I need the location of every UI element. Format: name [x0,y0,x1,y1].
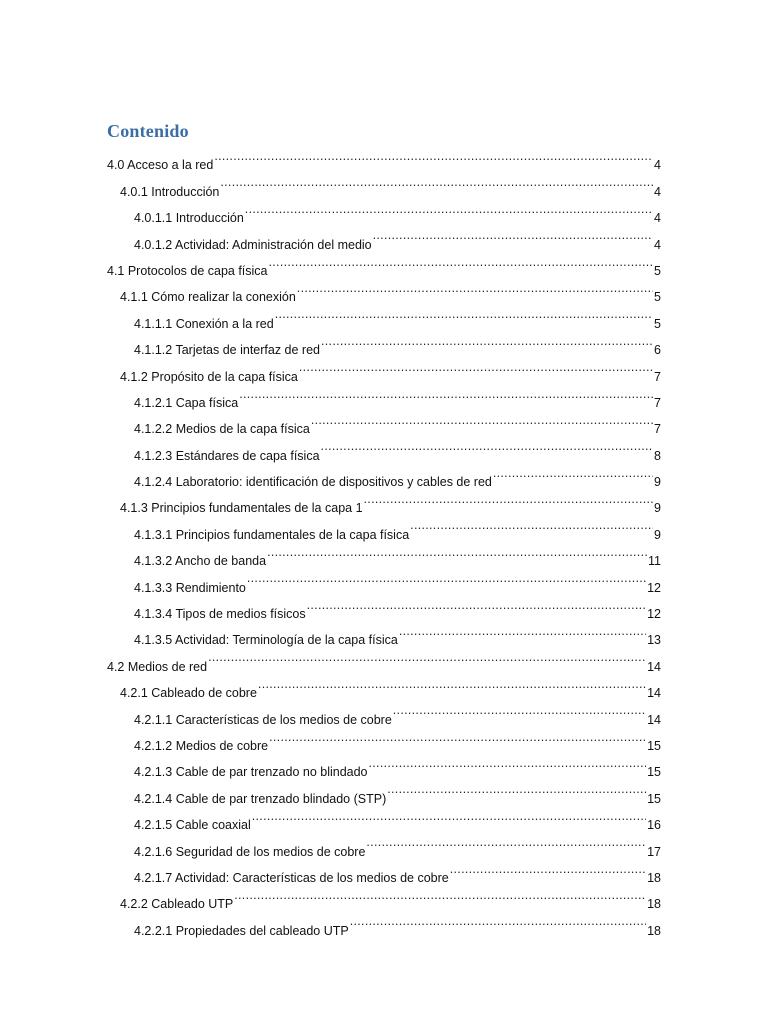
table-of-contents [0,143,768,938]
toc-page-number: 15 [647,765,661,780]
toc-dot-leader [350,908,646,934]
toc-page-number: 5 [654,263,661,278]
toc-page-number: 9 [654,475,661,490]
toc-dot-leader [307,592,646,618]
toc-entry[interactable] [0,829,661,859]
toc-page-number: 5 [654,290,661,305]
toc-dot-leader [369,750,647,776]
toc-dot-leader [247,565,646,591]
toc-entry-title: 4.0 Acceso a la red [107,158,214,173]
toc-dot-leader [239,381,653,407]
toc-dot-leader [410,512,653,538]
toc-entry[interactable] [0,249,661,278]
toc-entry-title: 4.2.1.5 Cable coaxial [134,818,251,833]
toc-page-number: 15 [647,791,661,806]
toc-entry[interactable] [0,328,661,358]
toc-entry[interactable] [0,143,661,173]
toc-entry[interactable] [0,750,661,780]
toc-entry-title: 4.2.1.2 Medios de cobre [134,738,269,753]
toc-entry[interactable] [0,539,661,569]
toc-page-number: 11 [648,554,661,569]
toc-page-number: 15 [647,738,661,753]
toc-entry-title: 4.1.3.3 Rendimiento [134,580,246,595]
toc-entry-title: 4.1.3 Principios fundamentales de la capa 1 [120,501,363,516]
toc-entry-title: 4.1.1.1 Conexión a la red [134,316,274,331]
toc-page-number: 13 [647,633,661,648]
toc-dot-leader [321,328,653,354]
toc-entry-title: 4.2.1.4 Cable de par trenzado blindado (STP) [134,791,387,806]
toc-page-number: 12 [647,580,661,595]
toc-dot-leader [258,671,646,697]
toc-dot-leader [366,829,646,855]
toc-entry-title: 4.2 Medios de red [107,659,208,674]
toc-entry[interactable] [0,882,661,912]
toc-entry[interactable] [0,222,661,252]
toc-dot-leader [364,486,654,512]
toc-entry[interactable] [0,618,661,648]
toc-entry-title: 4.1.3.5 Actividad: Terminología de la capa física [134,633,398,648]
toc-entry[interactable] [0,724,661,753]
toc-entry-title: 4.1.2.3 Estándares de capa física [134,448,320,463]
toc-entry-title: 4.2.1.7 Actividad: Características de los medios de cobre [134,870,449,885]
toc-page-number: 5 [654,316,661,331]
toc-dot-leader [493,460,653,486]
toc-dot-leader [297,275,653,301]
toc-entry[interactable] [0,803,661,833]
toc-page-number: 7 [654,369,661,384]
toc-entry-title: 4.0.1.2 Actividad: Administración del medio [134,237,372,252]
toc-page-number: 4 [654,158,661,173]
toc-page-number: 18 [647,870,661,885]
toc-dot-leader [387,776,646,802]
toc-entry-title: 4.2.1 Cableado de cobre [120,686,257,701]
toc-dot-leader [269,249,654,275]
toc-entry[interactable] [0,644,661,674]
toc-page-number: 14 [647,686,661,701]
toc-page-number: 7 [654,395,661,410]
toc-dot-leader [373,222,653,248]
toc-entry-title: 4.1.2.1 Capa física [134,395,239,410]
toc-dot-leader [252,803,646,829]
toc-entry[interactable] [0,908,661,938]
toc-dot-leader [311,407,653,433]
toc-dot-leader [450,856,646,882]
toc-dot-leader [208,644,646,670]
toc-entry-title: 4.1.3.4 Tipos de medios físicos [134,607,306,622]
toc-page-number: 4 [654,237,661,252]
toc-page-number: 12 [647,607,661,622]
toc-entry-title: 4.0.1 Introducción [120,184,220,199]
toc-entry[interactable] [0,196,661,226]
toc-dot-leader [299,354,653,380]
toc-entry-title: 4.1.1.2 Tarjetas de interfaz de red [134,343,320,358]
toc-page-number: 14 [647,712,661,727]
toc-entry[interactable] [0,592,661,622]
toc-page-number: 18 [647,923,661,938]
toc-entry-title: 4.0.1.1 Introducción [134,211,244,226]
toc-entry-title: 4.2.2.1 Propiedades del cableado UTP [134,923,349,938]
toc-dot-leader [275,301,653,327]
toc-page-number: 4 [654,184,661,199]
toc-dot-leader [220,169,653,195]
toc-entry-title: 4.1.3.2 Ancho de banda [134,554,267,569]
toc-page-number: 16 [647,818,661,833]
toc-entry[interactable] [0,275,661,305]
toc-heading: Contenido [107,121,189,141]
toc-page-number: 4 [654,211,661,226]
toc-entry-title: 4.1.3.1 Principios fundamentales de la capa física [134,527,410,542]
toc-entry[interactable] [0,169,661,199]
toc-entry-title: 4.2.1.3 Cable de par trenzado no blindado [134,765,368,780]
toc-entry[interactable] [0,671,661,701]
toc-entry-title: 4.2.1.1 Características de los medios de cobre [134,712,392,727]
toc-entry[interactable] [0,460,661,490]
toc-entry-title: 4.1.2.2 Medios de la capa física [134,422,310,437]
toc-dot-leader [393,697,646,723]
toc-page-number: 17 [647,844,661,859]
toc-entry-title: 4.1.1 Cómo realizar la conexión [120,290,296,305]
toc-entry-title: 4.1.2.4 Laboratorio: identificación de dispositivos y cables de red [134,475,492,490]
toc-dot-leader [399,618,646,644]
toc-page-number: 8 [654,448,661,463]
toc-entry[interactable] [0,697,661,727]
toc-entry[interactable] [0,354,661,384]
toc-entry[interactable] [0,433,661,463]
toc-entry[interactable] [0,565,661,595]
toc-page-number: 18 [647,897,661,912]
toc-page-number: 7 [654,422,661,437]
toc-page-number: 14 [647,659,661,674]
toc-page-number: 9 [654,501,661,516]
toc-entry-title: 4.1.2 Propósito de la capa física [120,369,298,384]
toc-entry-title: 4.2.1.6 Seguridad de los medios de cobre [134,844,366,859]
toc-entry[interactable] [0,381,661,410]
toc-dot-leader [321,433,654,459]
toc-dot-leader [267,539,647,565]
toc-page-number: 9 [654,527,661,542]
toc-dot-leader [245,196,653,222]
toc-dot-leader [234,882,646,908]
toc-entry-title: 4.1 Protocolos de capa física [107,263,268,278]
toc-dot-leader [214,143,653,169]
toc-entry-title: 4.2.2 Cableado UTP [120,897,234,912]
toc-dot-leader [269,724,646,750]
toc-entry[interactable] [0,407,661,437]
toc-entry[interactable] [0,301,661,331]
toc-page-number: 6 [654,343,661,358]
